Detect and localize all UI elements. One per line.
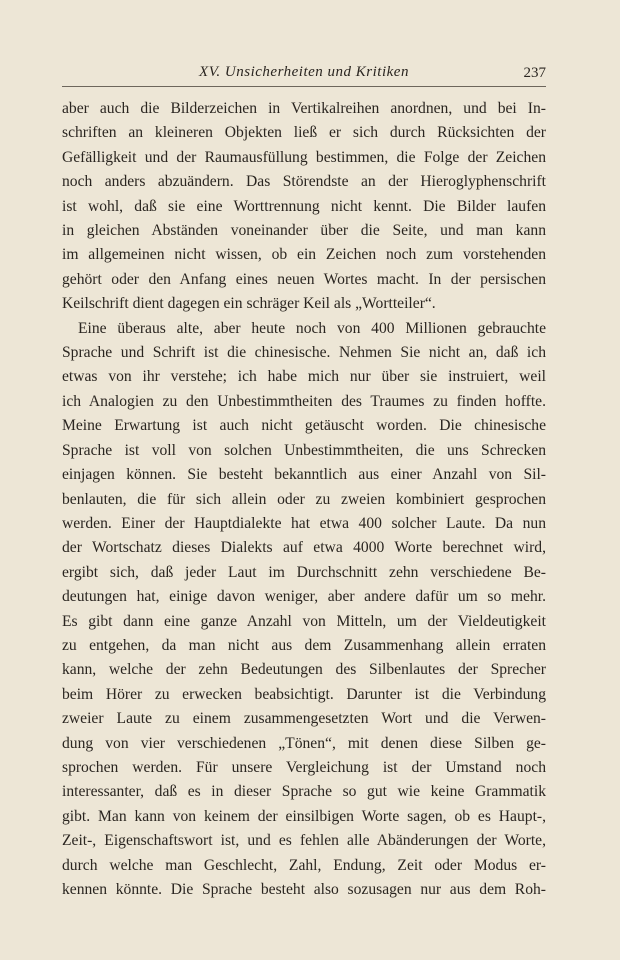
text-line: kennen könnte. Die Sprache besteht also sozusagen nur aus dem Roh- bbox=[62, 881, 546, 898]
text-line: aber auch die Bilderzeichen in Vertikalreihen anordnen, und bei In- bbox=[62, 100, 546, 117]
text-line: gibt. Man kann von keinem der einsilbigen Worte sagen, ob es Haupt-, bbox=[62, 807, 546, 825]
text-line: noch anders abzuändern. Das Störendste an der Hieroglyphenschrift bbox=[62, 173, 546, 191]
text-line: durch welche man Geschlecht, Zahl, Endung, Zeit oder Modus er- bbox=[62, 856, 546, 874]
text-line: einjagen können. Sie besteht bekanntlich aus einer Anzahl von Sil- bbox=[62, 466, 546, 484]
text-line: ist wohl, daß sie eine Worttrennung nicht kennt. Die Bilder laufen bbox=[62, 197, 546, 215]
page-number: 237 bbox=[523, 65, 546, 81]
text-line: schriften an kleineren Objekten ließ er sich durch Rücksichten der bbox=[62, 124, 546, 142]
text-line: sprochen werden. Für unsere Vergleichung ist der Umstand noch bbox=[62, 758, 546, 776]
text-line: Eine überaus alte, aber heute noch von 400 Millionen gebrauchte bbox=[78, 319, 546, 337]
text-line: Zeit-, Eigenschaftswort ist, und es fehlen alle Abänderungen der Worte, bbox=[62, 832, 546, 850]
text-line: Sprache und Schrift ist die chinesische. Nehmen Sie nicht an, daß ich bbox=[62, 344, 546, 362]
text-line: etwas von ihr verstehe; ich habe mich nur über sie instruiert, weil bbox=[62, 368, 546, 386]
text-line: Gefälligkeit und der Raumausfüllung bestimmen, die Folge der Zeichen bbox=[62, 148, 546, 166]
text-line: deutungen hat, einige davon weniger, aber andere dafür um so mehr. bbox=[62, 588, 546, 606]
paragraph bbox=[62, 317, 546, 903]
text-line: zweier Laute zu einem zusammengesetzten Wort und die Verwen- bbox=[62, 710, 546, 728]
text-line: in gleichen Abständen voneinander über die Seite, und man kann bbox=[62, 222, 546, 240]
text-line: interessanter, daß es in dieser Sprache so gut wie keine Grammatik bbox=[62, 783, 546, 801]
text-line: Sprache ist voll von solchen Unbestimmtheiten, die uns Schrecken bbox=[62, 441, 546, 459]
running-title: XV. Unsicherheiten und Kritiken bbox=[199, 64, 409, 80]
text-line: Es gibt dann eine ganze Anzahl von Mitteln, um der Vieldeutigkeit bbox=[62, 612, 546, 630]
text-line: kann, welche der zehn Bedeutungen des Silbenlautes der Sprecher bbox=[62, 661, 546, 679]
text-line: Keilschrift dient dagegen ein schräger Keil als „Wortteiler“. bbox=[62, 295, 436, 313]
text-line: der Wortschatz dieses Dialekts auf etwa 4000 Worte berechnet wird, bbox=[62, 539, 546, 557]
text-line: im allgemeinen nicht wissen, ob ein Zeichen noch zum vorstehenden bbox=[62, 246, 546, 264]
paragraph bbox=[62, 97, 546, 317]
text-line: beim Hörer zu erwecken beabsichtigt. Darunter ist die Verbindung bbox=[62, 685, 546, 703]
text-line: dung von vier verschiedenen „Tönen“, mit denen diese Silben ge- bbox=[62, 734, 546, 752]
text-line: ich Analogien zu den Unbestimmtheiten des Traumes zu finden hoffte. bbox=[62, 392, 546, 410]
page-header bbox=[62, 64, 546, 87]
body-text bbox=[62, 97, 546, 902]
text-line: benlauten, die für sich allein oder zu zweien kombiniert gesprochen bbox=[62, 490, 546, 508]
text-line: werden. Einer der Hauptdialekte hat etwa 400 solcher Laute. Da nun bbox=[62, 514, 546, 532]
text-line: gehört oder den Anfang eines neuen Wortes macht. In der persischen bbox=[62, 270, 546, 288]
text-line: ergibt sich, daß jeder Laut im Durchschnitt zehn verschiedene Be- bbox=[62, 563, 546, 581]
text-line: zu entgehen, da man nicht aus dem Zusammenhang allein erraten bbox=[62, 636, 546, 654]
text-line: Meine Erwartung ist auch nicht getäuscht worden. Die chinesische bbox=[62, 417, 546, 435]
